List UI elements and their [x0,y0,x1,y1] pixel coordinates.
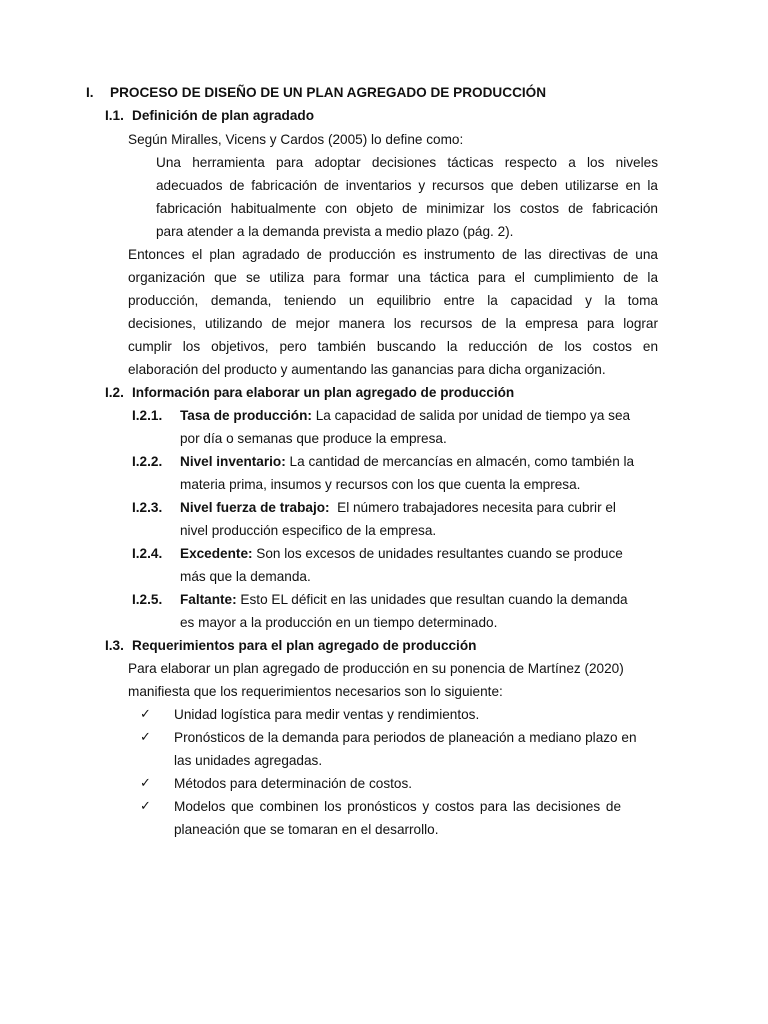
definition-item [180,588,628,611]
definition-item [180,496,616,519]
list-item: Modelos que combinen los pronósticos y costos para las decisiones de [174,799,621,814]
definition-text: es mayor a la producción en un tiempo determinado. [180,615,498,630]
list-item-continuation: planeación que se tomaran en el desarrollo. [174,822,439,837]
citation-intro: Según Miralles, Vicens y Cardos (2005) lo define como: [128,132,464,147]
definition-term: Nivel fuerza de trabajo: [180,500,330,515]
item-number: I.2.1. [132,408,163,423]
quote-line: fabricación habitualmente con objeto de minimizar los costos de fabricación [156,201,658,216]
definition-text: Esto EL déficit en las unidades que resultan cuando la demanda [236,592,628,607]
definition-term: Excedente: [180,546,253,561]
definition-text: más que la demanda. [180,569,311,584]
definition-term: Nivel inventario: [180,454,286,469]
definition-item [180,450,634,473]
quote-line: para atender a la demanda prevista a medio plazo (pág. 2). [156,224,514,239]
paragraph-line: manifiesta que los requerimientos necesarios son lo siguiente: [128,684,503,699]
paragraph-line: elaboración del producto y aumentando las ganancias para dicha organización. [128,362,606,377]
item-number: I.2.2. [132,454,163,469]
subsection-1-title: Definición de plan agradado [132,108,315,123]
definition-term: Faltante: [180,592,237,607]
definition-text: nivel producción especifico de la empresa. [180,523,437,538]
item-number: I.2.5. [132,592,163,607]
definition-text: La cantidad de mercancías en almacén, como también la [285,454,635,469]
paragraph-line: Entonces el plan agradado de producción es instrumento de las directivas de una [128,247,658,262]
definition-item [180,404,630,427]
subsection-1-number: I.1. [105,108,124,123]
subsection-2-number: I.2. [105,385,124,400]
definition-item [180,542,623,565]
paragraph-line: producción, demanda, teniendo un equilibrio entre la capacidad y la toma [128,293,658,308]
checkmark-icon: ✓ [140,776,151,791]
paragraph-line: organización que se utiliza para formar una táctica para el cumplimiento de la [128,270,658,285]
paragraph-line: cumplir los objetivos, pero también buscando la reducción de los costos en [128,339,658,354]
paragraph-line: decisiones, utilizando de mejor manera los recursos de la empresa para lograr [128,316,658,331]
checkmark-icon: ✓ [140,799,151,814]
section-number: I. [86,85,94,100]
list-item-continuation: las unidades agregadas. [174,753,323,768]
paragraph-line: Para elaborar un plan agregado de producción en su ponencia de Martínez (2020) [128,661,624,676]
definition-text: La capacidad de salida por unidad de tiempo ya sea [311,408,631,423]
quote-line: Una herramienta para adoptar decisiones tácticas respecto a los niveles [156,155,658,170]
definition-term: Tasa de producción: [180,408,312,423]
list-item: Pronósticos de la demanda para periodos de planeación a mediano plazo en [174,730,637,745]
item-number: I.2.3. [132,500,163,515]
checkmark-icon: ✓ [140,707,151,722]
definition-text: Son los excesos de unidades resultantes cuando se produce [252,546,623,561]
subsection-3-title: Requerimientos para el plan agregado de producción [132,638,477,653]
list-item: Métodos para determinación de costos. [174,776,413,791]
definition-text: materia prima, insumos y recursos con los que cuenta la empresa. [180,477,581,492]
section-title: PROCESO DE DISEÑO DE UN PLAN AGREGADO DE PRODUCCIÓN [110,85,547,100]
quote-line: adecuados de fabricación de inventarios y recursos que deben utilizarse en la [156,178,658,193]
item-number: I.2.4. [132,546,163,561]
definition-text: El número trabajadores necesita para cubrir el [329,500,616,515]
definition-text: por día o semanas que produce la empresa. [180,431,447,446]
subsection-3-number: I.3. [105,638,124,653]
list-item: Unidad logística para medir ventas y rendimientos. [174,707,480,722]
subsection-2-title: Información para elaborar un plan agregado de producción [132,385,515,400]
checkmark-icon: ✓ [140,730,151,745]
